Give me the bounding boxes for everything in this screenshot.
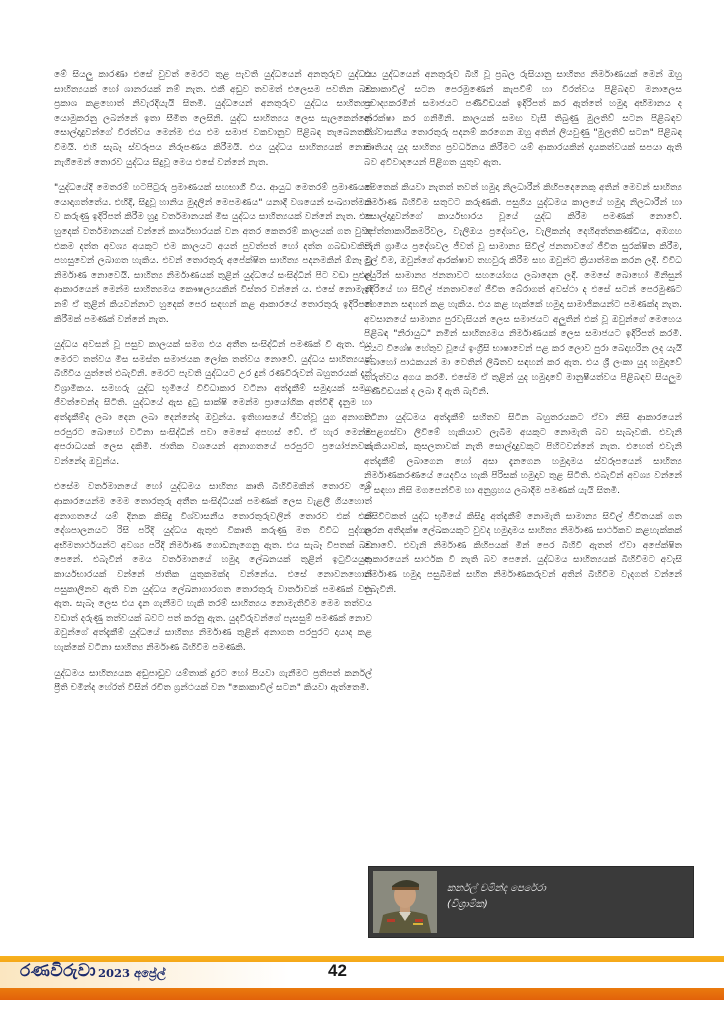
paragraph: වටිනා යුද්ධමය අත්දැකීම් සහිතව සිටින බහුතරයකට ඒවා නිසි ආකාරයෙන් පෙළගස්වා ලිවීමේ හැකියාව ලැබීම අයකුට නොමැති බව සැබෑවකි. එවැනි හැකියාවක්, කුසලතාවක් නැති සොල්දාදුවකුට පිහිටවන්නේ නැත. එහෙත් එවැනි අත්දැකීම් ලබාගෙන හෝ අසා දැනගෙන හමුදාමය ස්වරූපයෙන් සාහිත්‍ය නිර්මාණකරණයේ යෙදවිය හැකි පිරිසක් හමුදාව තුළ සිටිති. එබැවින් අවශ්‍ය වන්නේ ඒ සඳහා නිසි මගපෙන්වීම හා අනුග්‍රහය ලබාදීම පමණක් යැයි සිතමි. [364, 412, 682, 497]
paragraph: "යුද්ධයේදී මෙතරම් හටපිටුරු ප්‍රමාණයක් සහභාගී විය. ආයුධ මෙතරම් ප්‍රමාණයක් යොදාගත්තේය. එහිදී, සිදුවූ හානිය මුදලින් මෙපමණය" යනාදී වශයෙන් සංඛ්‍යාත්මක ව කරුණු ඉදිරිපත් කිරීම හුදු වර්තමානයක් මිස යුද්ධය සාහිත්‍යයක් වන්නේ නැත. එය හුදෙක් වර්තමානයක් වන්නේ කාර්යභාරයක් වන අතර කෙතරම් කාලයක් ගත වුවද එකම දත්ත අවශ්‍ය අයකුට එම කාලයට අයත් පුවත්පත් හෝ දත්ත ගබඩාවකින් පහසුවෙන් ලබාගත හැකිය. එවන් තොරතුරු අපේක්ෂිත සාහිත්‍ය පදනමකින් ඕනෑ වූ නිර්මාණ නොවෙයි. සාහිත්‍ය නිර්මාණයක් තුළින් යුද්ධයේ සංසිද්ධීන් පිට වඩා පුළුල් ආකාරයෙන් මෙන්ම සාහිත්‍යමය කෞෂල්‍යයකින් විස්තර වන්නේ ය. එසේ නොමැති නම් ඒ තුළින් කියවන්නාට හුදෙක් පෙර සඳහන් කළ ආකාරයේ තොරතුරු ඉදිරිපත් කිරීමක් පමණක් වන්නේ නැත. [54, 182, 372, 325]
paragraph: කිසිවිටකත් යුද්ධ භූමියේ කිසිදු අත්දැකීම් නොමැති සාමාන්‍ය සිවිල් ජීවිතයක් ගත කරන අතිදක්ෂ ලේඛකයකුට වුවද හමුදාමය සාහිත්‍ය නිර්මාණ සාර්ථකව කළහැක්කක් නොවේ. එවැනි නිර්මාණ කිහිපයක් මින් පෙර බිහිවී ඇතත් ඒවා අපේක්ෂිත ආකාරයෙන් සාර්ථක වී නැති බව පෙනේ. යුද්ධමය සාහිත්‍යයක් බිහිවීමට අවැසි නිර්මාණ හමුදා පසුබිමක් සහිත නිර්මාණකරුවන් අතින් බිහිවීම වැදගත් වන්නේ එබැවිනි. [364, 510, 682, 595]
author-note: (විශ්‍රාමික) [447, 899, 488, 910]
paragraph: යුද්ධය අවසන් වූ පසුව කාලයක් සමග එය අතීත සංසිද්ධීන් පමණක් වී ඇත. එය මෙරට තත්වය මිස සමස්ත සමාජයක ලෝක තත්වය නොවේ. යුද්ධය සාහිත්‍යයක් බිහිවිය යුත්තේ එබැවිනි. මෙරට පැවති යුද්ධයට උර දුන් රණවිරුවන් බහුතරයක් දැන් විශ්‍රාමිකය. සමහරු යුද්ධ භූමියේ විවිධාකාර වටිනා අත්දැකීම් සමුදායක් සමග ජීවත්වෙන්ද සිටිති. යුද්ධයේ ඇස දුටු සාක්ෂි මෙන්ම ප්‍රායෝගික අත්විඳි දැනුම හා අත්දැකීම්ද ලබා දෙන ලබා දෙන්නේද ඔවුන්ය. ඉතිහාසයේ ජීවත්වූ යුග අනාගත පරපුරට බොහෝ වටිනා සංසිද්ධීන් පවා මෙසේ අපහස් වේ. ඒ හැර මෙන්ම අපරාධයක් ලෙස දකිමි. ජාතික වශයෙන් අනාගතයේ පරපුරට ප්‍රයෝජනවත් වන්නේද ඔවුන්ය. [54, 339, 372, 467]
page-number: 42 [328, 961, 347, 980]
left-column [54, 68, 372, 707]
author-name: කර්නල් චමින්ද පෙරේරා [447, 883, 546, 894]
paragraph: යුද්ධමය සාහිත්‍යයක අඩුපාඩුව යම්තාක් දුරට හෝ පියවා ගැනීමට ප්‍රතිපත් කර්නල් ප්‍රීති චමින්ද හේරත් විසින් රචිත ග්‍රන්ථයක් වන "කොකාවිල් සටන" කියවා ඇත්තෙමි. [54, 667, 372, 694]
paragraph: එය යුද්ධයෙන් අනතුරුව බිහි වූ ප්‍රබල රුසියානු සාහිත්‍ය නිර්මාණයක් මෙන් ඔහු කොකාවිල් සටන පෙරමුණෙන් කැපවීම් හා වීරත්වය පිළිබඳව මනාලෙස ප්‍රවාද්‍යකරමින් සමාජයට පණිවිඩයක් ඉදිරිපත් කර ඇත්තේ හමුදා අභිමානය ද ආරක්ෂා කර ගනිමිනි. කාලයක් සමඟ වැසී තිබුණු මුලතිව් සටන පිළිබඳව විශ්වාසනීය තොරතුරු පදනම් කරගෙන ඔහු අතින් ලියවුණු "මුලතිව් සටන" පිළිබඳ කෘතියද යුද සාහිත්‍ය ප්‍රවර්ධනය කිරීමට යම් ආකාරයකින් දායකත්වයක් සපයා ඇති බව අවිවාදයෙන් පිළිගත යුතුව ඇත. [364, 69, 682, 168]
author-portrait [373, 871, 437, 933]
right-column [364, 68, 682, 608]
paragraph: එසේම වර්තමානයේ හෝ යුද්ධමය සාහිත්‍ය කෘති බිහිවීමකින් තොරව මේ ආකාරයෙන්ම මෙම තොරතුරු අතීත සංසිද්ධියක් පමණක් ලෙස වැළලී ගියහොත් අනාගතයේ යම් දිනක කිසිදු විශ්වාසනීය තොරතුරුවලින් තොරව එක් එක් දේශපාලනයට රිසි පරිදි යුද්ධය ඇතුළු විකෘති කරුණු මත විවිධ පුද්ගල අභිමතාර්ථයන්ට අවශ්‍ය පරිදි නිර්මාණ ගොඩනැගෙනු ඇත. එය සැබෑ විපතක් බව පෙනේ. එබැවින් මෙය වර්තමානයේ හමුදා ලේඛනයක් තුළින් ඉටුවියයුතු කාර්යභාරයක් වන්නේ ජාතික යුතුකමක්ද වන්නේය. එසේ නොවනහොත් පසුකාලීනව ඇති වන යුද්ධය ලේඛනාගාරගත තොරතුරු වාර්තාවක් පමණක් වනු ඇත. සැබෑ ලෙස එය දැන ගැනීමට හැකි තරම් සාහිත්‍යය නොමැතිවීම මෙම තත්වය වඩාත් දරුණු තත්වයක් බවට පත් කරනු ඇත. යුදවිරුවන්ගේ පැසසුම් පමණක් නොව ඔවුන්ගේ අත්දැකීම් යුද්ධයේ සාහිත්‍ය නිර්මාණ තුළින් අනාගත පරපුරට දායාද කළ හැක්කේ වටිනා සාහිත්‍ය නිර්මාණ බිහිවීම පමණකි. [54, 481, 372, 653]
officer-portrait-icon [373, 871, 437, 933]
issue-date: 2023 අප්‍රේල් [98, 966, 166, 980]
paragraph: මේ සියලු කාරණා එසේ වුවත් මෙරට තුළ පැවති යුද්ධයෙන් අනතුරුව යුද්ධය සාහිත්‍යයක් හෝ ශානරයක් නම් නැත. එකී අඩුව තවමත් එලෙසම පවතින බව ප්‍රකාශ කළහොත් නිවැරදියැයි සිතමි. යුද්ධයෙන් අනතුරුව යුද්ධය සාහිත්‍යය යොමුකරනු ලබන්නේ ඉතා සීමිත ලෙසිනි. යුද්ධ සාහිත්‍යය ලෙස සැලකෙන්නේ සොල්දාදුවන්ගේ වීරත්වය මෙන්ම එය එම සමාජ වකවානුව පිළිබඳ තැබෙනතක් වීමයි. එහි සැබෑ ස්වරූපය නිරූපණය කිරීමයි. එය යුද්ධය සාහිත්‍යයක් නොව නැගීමෙන් තොරව යුද්ධය සිදුවූ මෙය එසේ වන්නේ නැත. [54, 69, 372, 168]
author-box [368, 866, 694, 938]
magazine-logo: රණවිරුවා [20, 961, 97, 981]
paragraph: මෙතෙක් කියවා නැතත් තවත් හමුදා නිලධාරීන් කිහිපදෙනෙකු අතින් මෙවන් සාහිත්‍ය නිර්මාණ බිහිවීම සතුටට කරුණකි. පසුගිය යුද්ධමය කාලයේ හමුදා නිලධාරීන් හා සොල්දාදුවන්ගේ කාර්යභාරය වූයේ යුද්ධ කිරීම පමණක් නොවේ. පේත්තාකාරිකමරිවල, වැලිඔය ප්‍රදේශවල, වැලිකන්ද දෙහිඅත්තකණ්ඩිය, අඹගහ වැනි ග්‍රාමීය ප්‍රදේශවල ජීවත් වූ සාමාන්‍ය සිවිල් ජනතාවගේ ජීවිත සුරක්ෂිත කිරීම, මුල් වීම, ඔවුන්ගේ ආරක්ෂාව තහවුරු කිරීම සහ ඔවුන්ට ක්‍රියාත්මක කරන ලදී. විවිධ අයුරින් සාමාන්‍ය ජනතාවට සහයෝගය ලබාදෙන ලදී. මෙසේ බොහෝ මිනිසුන් ඉදිරියේ හා සිවිල් ජනතාවගේ ජීවිත බේරාගත් අවස්ථා ද එසේ සටන් පෙරමුණට ගෙනෙන සඳහන් කළ හැකිය. එය කළ හැක්කේ හමුදා සාමාජිකයන්ට පමණක්ද නැත. අවසානයේ සාමාන්‍ය පුරවැසියන් ලෙස සමාජයට අලුතින් එක් වූ ඔවුන්ගේ මෙහෙය පිළිබඳ "නිරායුධ" නමින් සාහිත්‍යමය නිර්මාණයක් ලෙස සමාජයට ඉදිරිපත් කරමි. එයට විශේෂ හේතුව වූයේ ඉංග්‍රීසි භාෂාවෙන් පළ කර ලොව පුරා බෙදාහරින ලද යැයි බොහෝ පාඨකයන් මා වෙතින් ලිඛිතව සඳහන් කර ඇත. එය ශ්‍රී ලංකා යුද හමුදාවේ ගරුත්වය අගය කරමි. එසේම ඒ තුළින් යුද හමුදාවේ මානුෂීයත්වය පිළිබඳව සියලුම පණිවිඩයක් ද ලබා දී ඇති බැවිනි. [364, 182, 682, 398]
author-caption [447, 881, 546, 913]
